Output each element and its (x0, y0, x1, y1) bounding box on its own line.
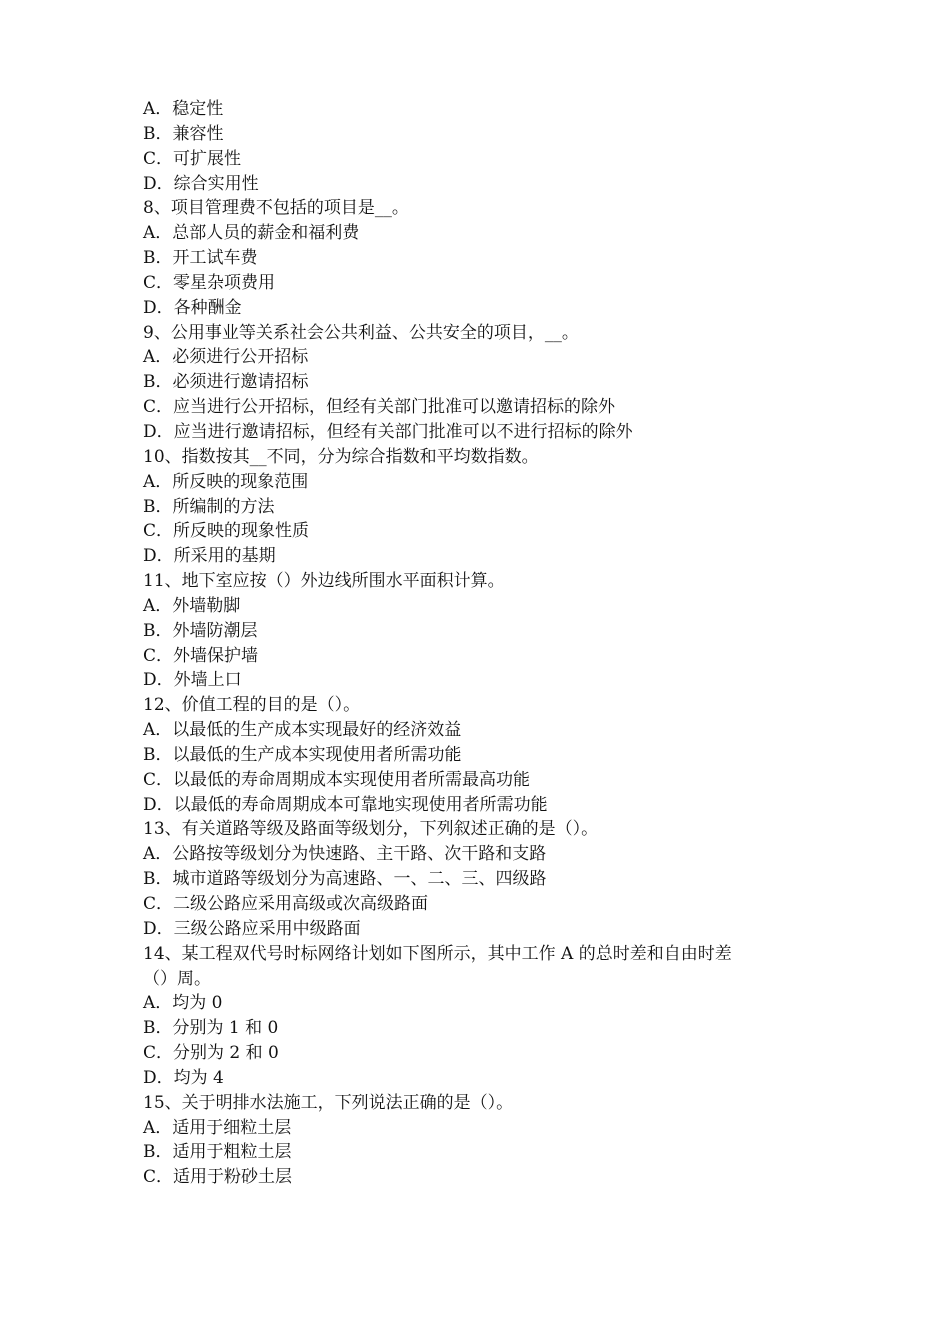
question-line: 8、项目管理费不包括的项目是__。 (143, 198, 409, 219)
document-body (143, 97, 813, 1190)
text-line: C．二级公路应采用高级或次高级路面 (143, 894, 429, 914)
text-line: A．总部人员的薪金和福利费 (143, 223, 360, 244)
text-line: D．以最低的寿命周期成本可靠地实现使用者所需功能 (143, 794, 548, 815)
text-line: B．兼容性 (143, 123, 224, 144)
text-line: C．零星杂项费用 (143, 272, 276, 293)
text-line: C．分别为 2 和 0 (143, 1043, 279, 1064)
text-line: A．均为 0 (143, 993, 223, 1014)
text-line: D．综合实用性 (143, 173, 259, 194)
text-line: C．外墙保护墙 (143, 645, 259, 666)
question-line: 10、指数按其__不同，分为综合指数和平均数指数。 (143, 446, 539, 467)
text-line: A．适用于细粒土层 (143, 1117, 292, 1138)
text-line: B．外墙防潮层 (143, 620, 258, 641)
text-line: C．所反映的现象性质 (143, 521, 310, 542)
text-line: B．适用于粗粒土层 (143, 1142, 292, 1163)
text-line: A．必须进行公开招标 (143, 347, 309, 368)
question-line: 13、有关道路等级及路面等级划分，下列叙述正确的是（）。 (143, 819, 599, 840)
text-line: B．开工试车费 (143, 248, 258, 269)
text-line: A．稳定性 (143, 99, 224, 119)
text-line: D．外墙上口 (143, 670, 242, 691)
text-line: B．必须进行邀请招标 (143, 372, 309, 393)
text-line: B．所编制的方法 (143, 496, 275, 517)
text-line: A．所反映的现象范围 (143, 471, 309, 492)
text-line: A．外墙勒脚 (143, 595, 241, 616)
text-line: D．各种酬金 (143, 297, 242, 318)
text-line: A．以最低的生产成本实现最好的经济效益 (143, 720, 462, 741)
text-line: C．适用于粉砂土层 (143, 1167, 293, 1188)
text-line: C．应当进行公开招标，但经有关部门批准可以邀请招标的除外 (143, 397, 616, 418)
question-line: 9、公用事业等关系社会公共利益、公共安全的项目，__。 (143, 322, 579, 343)
text-line: A．公路按等级划分为快速路、主干路、次干路和支路 (143, 844, 547, 865)
text-line: C．可扩展性 (143, 148, 242, 169)
question-line: （）周。 (143, 968, 211, 989)
text-line: B．分别为 1 和 0 (143, 1018, 279, 1039)
text-line: B．城市道路等级划分为高速路、一、二、三、四级路 (143, 869, 547, 890)
question-line: 12、价值工程的目的是（）。 (143, 695, 361, 716)
text-line: D．应当进行邀请招标，但经有关部门批准可以不进行招标的除外 (143, 421, 633, 442)
text-line: B．以最低的生产成本实现使用者所需功能 (143, 744, 462, 765)
text-line: D．三级公路应采用中级路面 (143, 918, 361, 939)
text-line: C．以最低的寿命周期成本实现使用者所需最高功能 (143, 769, 531, 790)
text-line: D．所采用的基期 (143, 546, 276, 567)
text-line: D．均为 4 (143, 1067, 224, 1088)
question-line: 14、某工程双代号时标网络计划如下图所示，其中工作 A 的总时差和自由时差 (143, 943, 732, 964)
question-line: 11、地下室应按（）外边线所围水平面积计算。 (143, 571, 505, 592)
question-line: 15、关于明排水法施工，下列说法正确的是（）。 (143, 1092, 514, 1113)
